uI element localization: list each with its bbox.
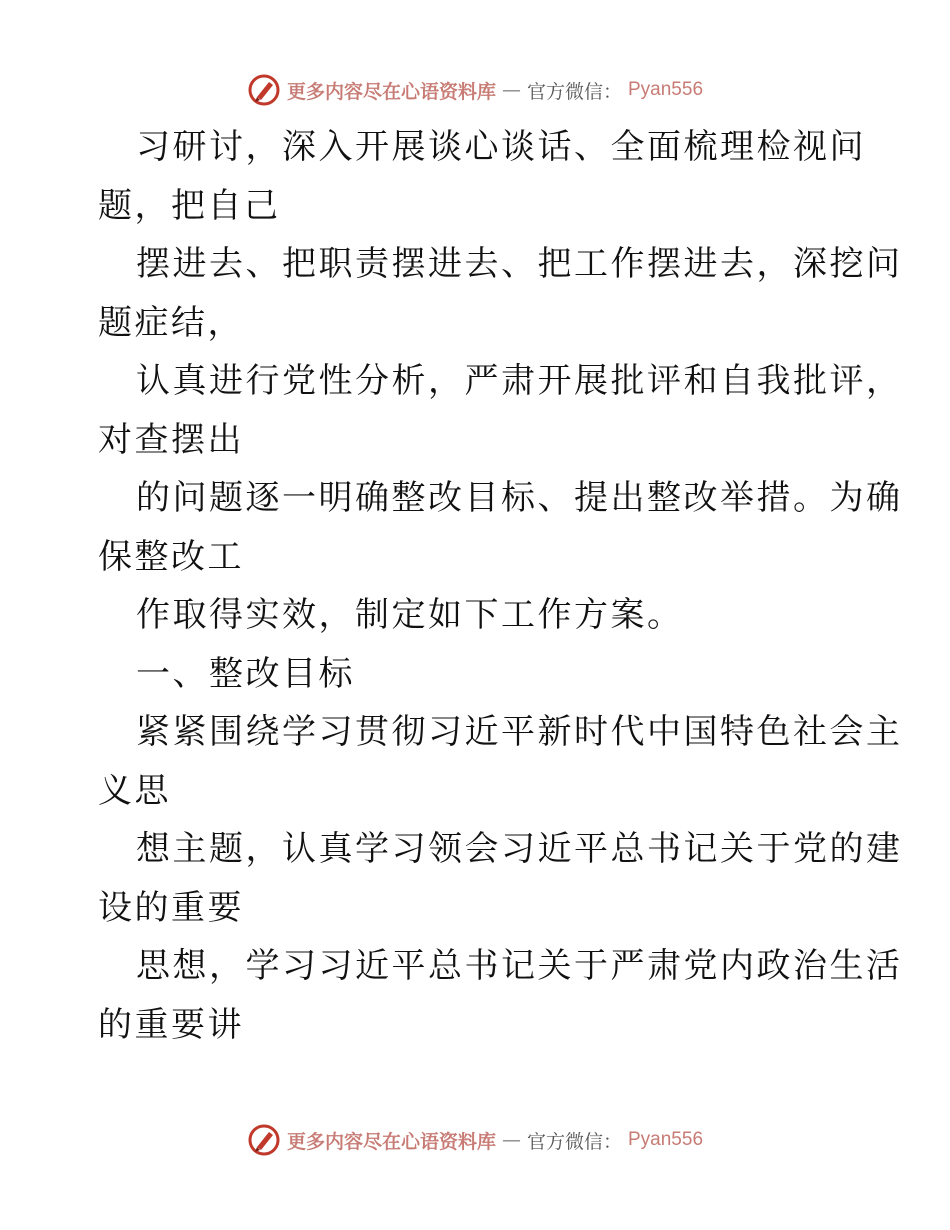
text-line: 思想，学习习近平总书记关于严肃党内政治生活 — [136, 946, 903, 986]
watermark-separator: — — [501, 79, 521, 101]
text-line: 的问题逐一明确整改目标、提出整改举措。为确 — [136, 478, 903, 518]
text-line: 习研讨，深入开展谈心谈话、全面梳理检视问 — [136, 127, 866, 167]
document-body — [98, 118, 903, 1054]
text-line: 想主题，认真学习领会习近平总书记关于党的建 — [136, 829, 903, 869]
watermark-wechat-id: Pyan556 — [628, 79, 704, 100]
watermark-wechat-label: 官方微信： — [526, 1130, 622, 1153]
watermark-text: 更多内容尽在心语资料库 — [286, 80, 496, 103]
text-line: 作取得实效，制定如下工作方案。 — [136, 595, 684, 635]
text-line: 设的重要 — [98, 887, 244, 928]
watermark-wechat-id: Pyan556 — [628, 1129, 704, 1150]
text-line: 义思 — [98, 770, 171, 811]
text-line: 对查摆出 — [98, 419, 244, 460]
watermark-wechat-label: 官方微信： — [526, 80, 622, 103]
text-line: 的重要讲 — [98, 1004, 244, 1045]
watermark-text: 更多内容尽在心语资料库 — [286, 1130, 496, 1153]
text-line: 题，把自己 — [98, 185, 281, 226]
header-watermark — [0, 70, 950, 110]
watermark-separator: — — [501, 1129, 521, 1151]
text-line: 紧紧围绕学习贯彻习近平新时代中国特色社会主 — [136, 712, 903, 752]
text-line: 认真进行党性分析，严肃开展批评和自我批评， — [136, 361, 903, 401]
text-line: 题症结， — [98, 302, 244, 343]
text-line: 摆进去、把职责摆进去、把工作摆进去，深挖问 — [136, 244, 903, 284]
text-line: 保整改工 — [98, 536, 244, 577]
footer-watermark — [0, 1120, 950, 1160]
pen-logo-icon — [247, 1123, 281, 1157]
section-heading: 一、整改目标 — [136, 653, 355, 694]
pen-logo-icon — [247, 73, 281, 107]
